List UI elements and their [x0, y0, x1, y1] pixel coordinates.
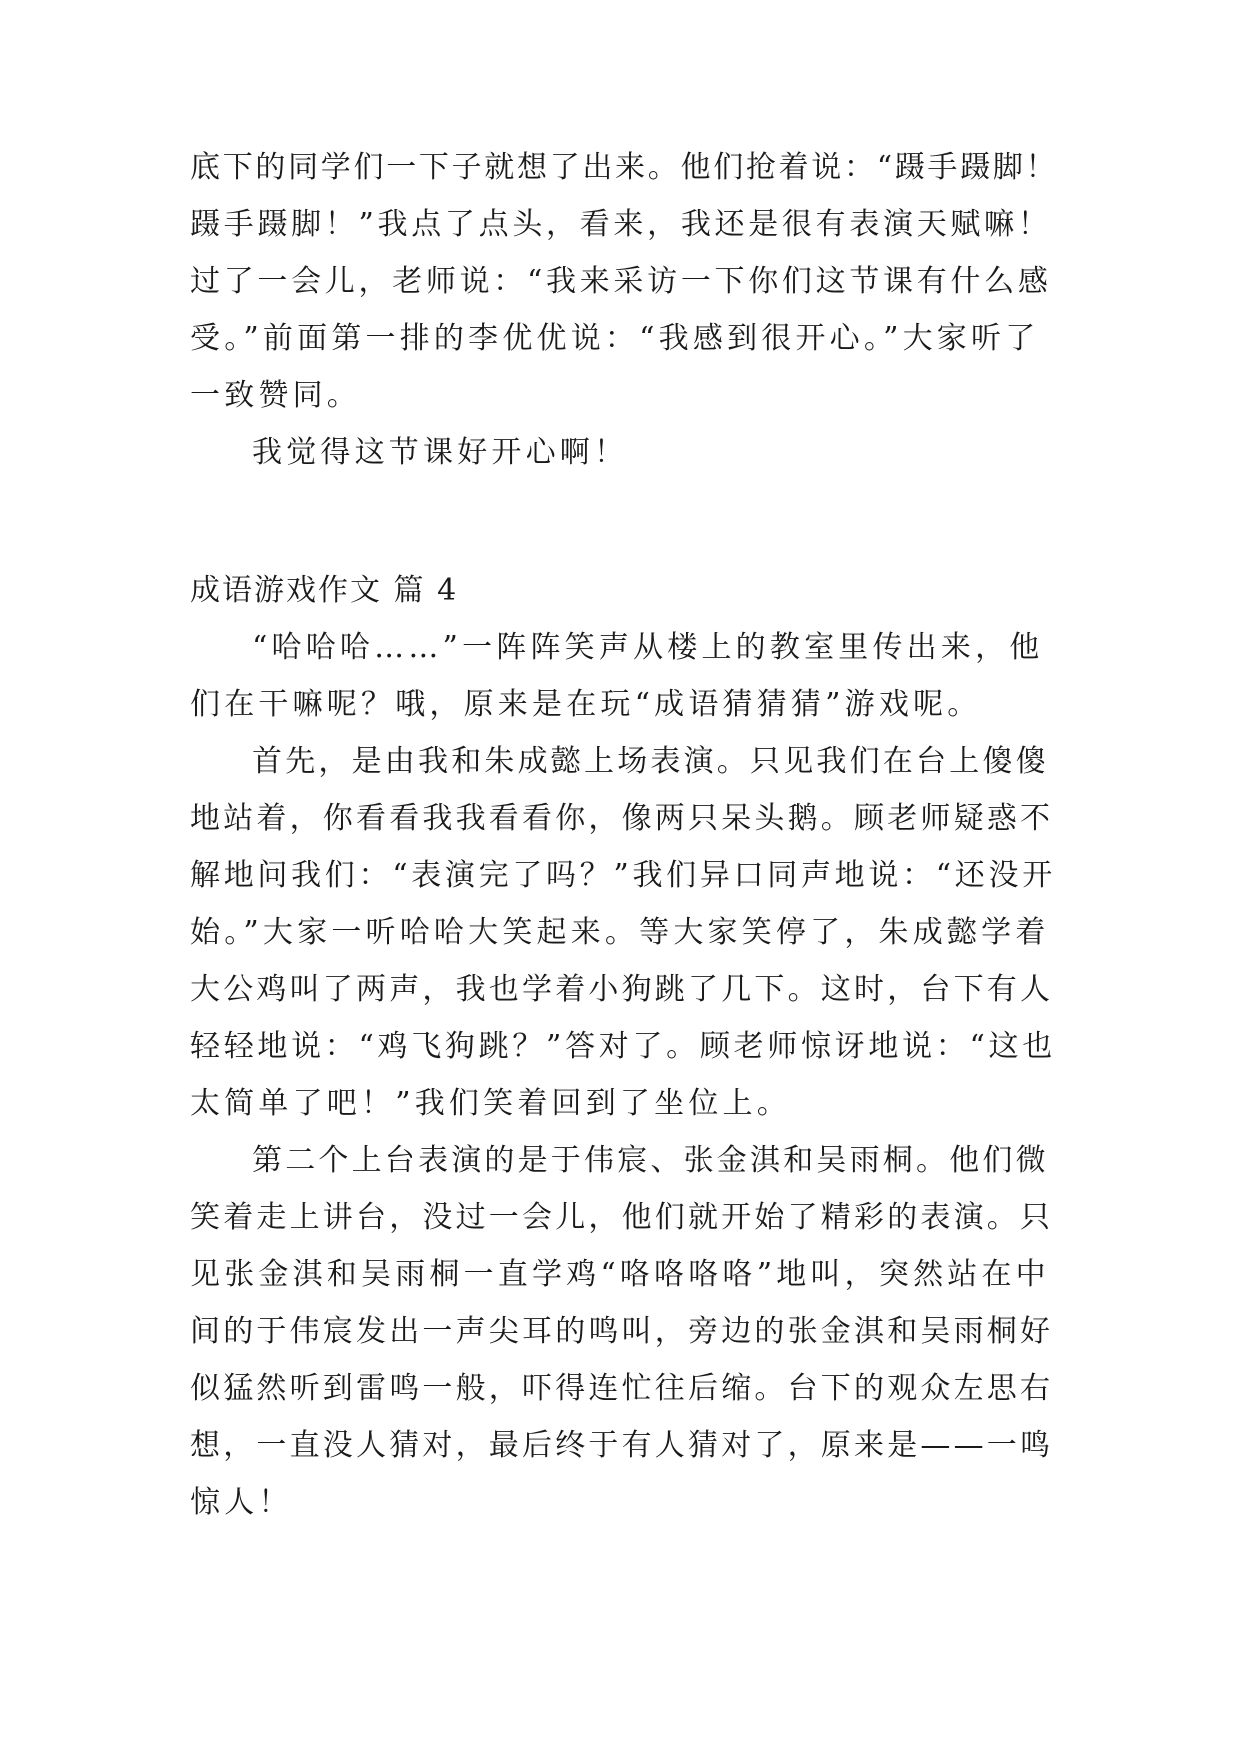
- paragraph-line: 大公鸡叫了两声，我也学着小狗跳了几下。这时，台下有人: [190, 972, 1054, 1007]
- paragraph-line: 见张金淇和吴雨桐一直学鸡“咯咯咯咯”地叫，突然站在中: [190, 1257, 1050, 1292]
- paragraph-line: 想，一直没人猜对，最后终于有人猜对了，原来是——一鸣: [190, 1428, 1054, 1463]
- paragraph-line: 底下的同学们一下子就想了出来。他们抢着说：“蹑手蹑脚！: [190, 150, 1059, 185]
- paragraph-line: 似猛然听到雷鸣一般，吓得连忙往后缩。台下的观众左思右: [190, 1371, 1054, 1406]
- paragraph-line: 间的于伟宸发出一声尖耳的鸣叫，旁边的张金淇和吴雨桐好: [190, 1314, 1054, 1349]
- paragraph-line: 轻轻地说：“鸡飞狗跳？”答对了。顾老师惊讶地说：“这也: [190, 1029, 1056, 1064]
- paragraph-line: 笑着走上讲台，没过一会儿，他们就开始了精彩的表演。只: [190, 1200, 1054, 1235]
- paragraph-line: 我觉得这节课好开心啊！: [252, 435, 629, 470]
- paragraph-line: 惊人！: [190, 1485, 293, 1520]
- paragraph-line: 蹑手蹑脚！”我点了点头，看来，我还是很有表演天赋嘛！: [190, 207, 1052, 242]
- paragraph-line: 过了一会儿，老师说：“我来采访一下你们这节课有什么感: [190, 264, 1052, 299]
- paragraph-line: 解地问我们：“表演完了吗？”我们异口同声地说：“还没开: [190, 858, 1056, 893]
- paragraph-line: “哈哈哈……”一阵阵笑声从楼上的教室里传出来，他: [252, 630, 1044, 665]
- paragraph-line: 地站着，你看看我我看看你，像两只呆头鹅。顾老师疑惑不: [190, 801, 1054, 836]
- paragraph-line: 太简单了吧！”我们笑着回到了坐位上。: [190, 1086, 791, 1121]
- paragraph-line: 们在干嘛呢？哦，原来是在玩“成语猜猜猜”游戏呢。: [190, 687, 982, 722]
- paragraph-line: 一致赞同。: [190, 378, 361, 413]
- paragraph-line: 始。”大家一听哈哈大笑起来。等大家笑停了，朱成懿学着: [190, 915, 1050, 950]
- paragraph-line: 受。”前面第一排的李优优说：“我感到很开心。”大家听了: [190, 321, 1040, 356]
- section-heading: 成语游戏作文 篇 4: [190, 573, 459, 608]
- paragraph-line: 第二个上台表演的是于伟宸、张金淇和吴雨桐。他们微: [252, 1143, 1049, 1178]
- paragraph-line: 首先，是由我和朱成懿上场表演。只见我们在台上傻傻: [252, 744, 1049, 779]
